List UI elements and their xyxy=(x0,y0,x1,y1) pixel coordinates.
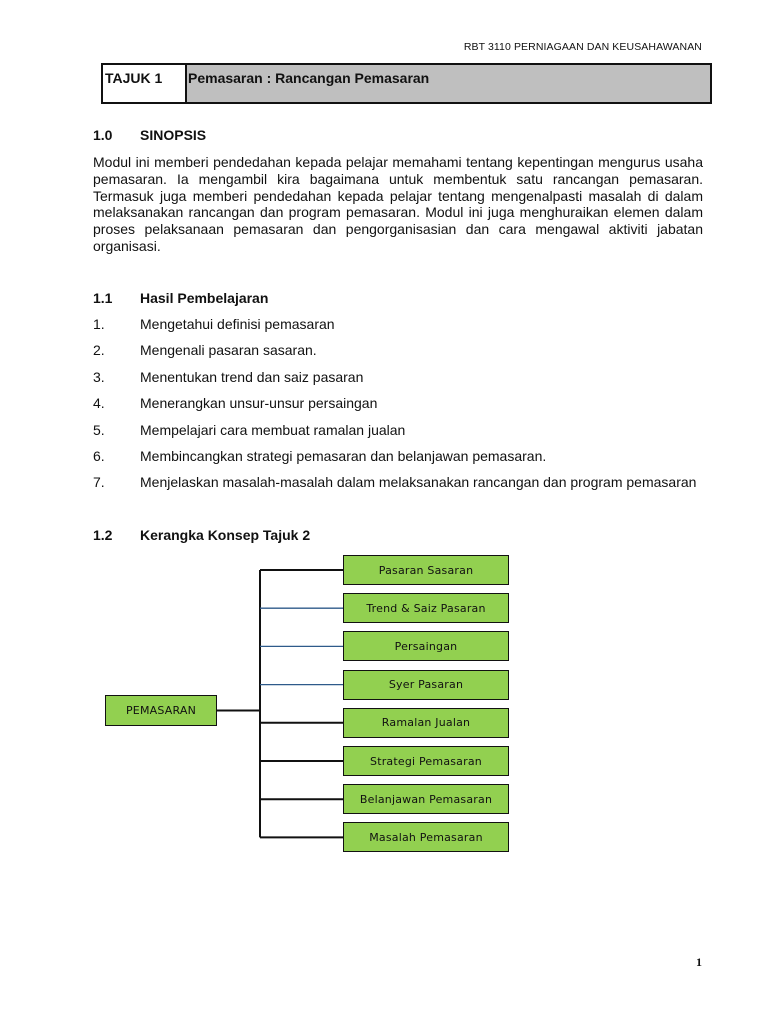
outcome-number: 3. xyxy=(93,368,105,385)
outcome-item xyxy=(93,369,713,395)
outcome-item xyxy=(93,474,713,500)
diagram-node: Syer Pasaran xyxy=(343,670,509,700)
outcome-item xyxy=(93,448,713,474)
outcome-text: Menentukan trend dan saiz pasaran xyxy=(140,368,364,385)
framework-heading: Kerangka Konsep Tajuk 2 xyxy=(140,527,311,543)
outcomes-heading: Hasil Pembelajaran xyxy=(140,290,269,306)
page-number: 1 xyxy=(696,955,702,969)
synopsis-heading: SINOPSIS xyxy=(140,127,207,143)
outcome-number: 4. xyxy=(93,395,105,412)
diagram-node: Ramalan Jualan xyxy=(343,708,509,738)
diagram-node: Persaingan xyxy=(343,631,509,661)
diagram-node: Pasaran Sasaran xyxy=(343,555,509,585)
synopsis-number: 1.0 xyxy=(93,127,113,143)
outcome-text: Menjelaskan masalah-masalah dalam melaksanakan rancangan dan program pemasaran xyxy=(140,474,697,491)
outcome-number: 7. xyxy=(93,474,105,491)
outcome-text: Membincangkan strategi pemasaran dan belanjawan pemasaran. xyxy=(140,447,547,464)
diagram-node: Belanjawan Pemasaran xyxy=(343,784,509,814)
header-course-code: RBT 3110 PERNIAGAAN DAN KEUSAHAWANAN xyxy=(463,41,702,53)
framework-number: 1.2 xyxy=(93,527,113,543)
topic-title: Pemasaran : Rancangan Pemasaran xyxy=(187,65,710,102)
topic-box xyxy=(101,63,712,104)
outcome-item xyxy=(93,316,713,342)
outcome-text: Menerangkan unsur-unsur persaingan xyxy=(140,395,378,412)
outcome-item xyxy=(93,342,713,368)
outcome-text: Mengenali pasaran sasaran. xyxy=(140,342,317,359)
outcome-number: 2. xyxy=(93,342,105,359)
outcome-number: 1. xyxy=(93,316,105,332)
outcome-text: Mempelajari cara membuat ramalan jualan xyxy=(140,421,406,438)
outcome-item xyxy=(93,422,713,448)
diagram-node: Trend & Saiz Pasaran xyxy=(343,593,509,623)
topic-label: TAJUK 1 xyxy=(103,65,187,102)
outcome-number: 6. xyxy=(93,447,105,464)
outcomes-number: 1.1 xyxy=(93,290,113,306)
outcome-number: 5. xyxy=(93,421,105,438)
diagram-node: Strategi Pemasaran xyxy=(343,746,509,776)
diagram-root-node: PEMASARAN xyxy=(105,695,217,726)
outcomes-list xyxy=(93,316,713,501)
diagram-node: Masalah Pemasaran xyxy=(343,822,509,852)
outcome-item xyxy=(93,395,713,421)
outcome-text: Mengetahui definisi pemasaran xyxy=(140,316,335,332)
synopsis-text: Modul ini memberi pendedahan kepada pelajar memahami tentang kepentingan mengurus usaha pemasaran. Ia mengambil kira bagaimana untuk membentuk satu rancangan pemasaran. Termasuk juga memberi pendedahan kepada pelajar tentang mengenalpasti masalah di dalam melaksanakan rancangan dan program pemasaran. Modul ini juga menghuraikan elemen dalam proses pelaksanaan pemasaran dan pengorganisasian dan cara mengawal aktiviti jabatan organisasi. xyxy=(93,154,703,254)
